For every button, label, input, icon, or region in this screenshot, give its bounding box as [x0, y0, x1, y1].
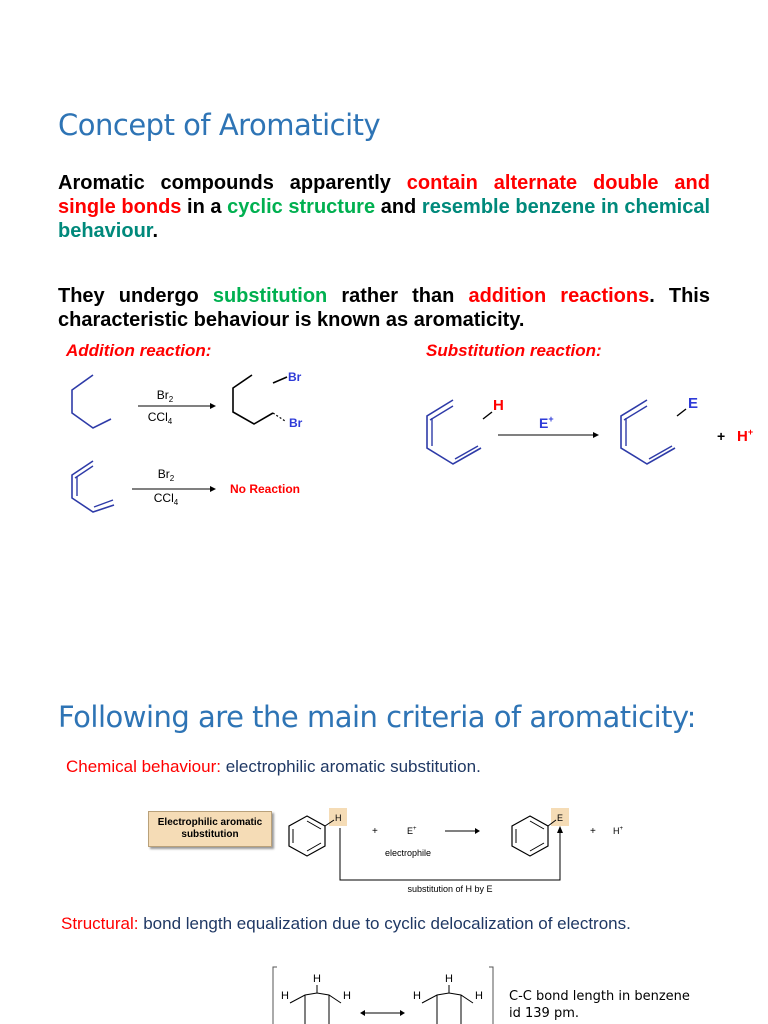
h-plus-label: H+	[737, 427, 754, 445]
resonance-diagram	[265, 965, 505, 1024]
criterion-label: Chemical behaviour:	[66, 757, 221, 776]
dibromide-product	[233, 375, 273, 424]
eas-box-label: Electrophilic aromatic substitution	[157, 817, 263, 840]
e-label: E	[557, 813, 564, 823]
h-label: H	[335, 813, 342, 823]
highlight-cyclic: cyclic structure	[227, 196, 376, 218]
plus-sign-1: +	[372, 826, 378, 837]
criterion-text: electrophilic aromatic substitution.	[220, 757, 481, 776]
text: and	[375, 196, 422, 218]
bullet-substitution	[58, 284, 710, 332]
text: rather than	[327, 285, 469, 307]
svg-text:H: H	[413, 990, 421, 1002]
text: . This characteristic behaviour is known as aromaticity.	[58, 285, 710, 331]
highlight-substitution: substitution	[212, 285, 328, 307]
br-label-bottom: Br	[289, 416, 303, 430]
plus-sign-2: +	[590, 826, 596, 837]
eas-diagram	[285, 798, 645, 898]
bond-length-note	[509, 988, 690, 1022]
highlight-benzene: resemble benzene in chemical behaviour	[58, 196, 710, 242]
svg-text:H: H	[475, 990, 483, 1002]
h-plus-label: H+	[613, 826, 624, 836]
solvent-ccl4: CCl$_4$	[147, 410, 173, 426]
criterion-text: bond length equalization due to cyclic delocalization of electrons.	[138, 914, 631, 933]
h-label: H	[493, 397, 504, 414]
criterion-structural	[58, 913, 710, 937]
e-label: E	[688, 395, 699, 412]
text: in a	[181, 196, 228, 218]
electrophile-label: electrophile	[385, 848, 432, 858]
addition-reaction-diagram	[60, 365, 320, 525]
criteria-title: Following are the main criteria of aromaticity:	[58, 700, 696, 734]
highlight-alternate-bonds: contain alternate double and single bonds	[58, 172, 710, 218]
highlight-addition: addition reactions	[468, 285, 650, 307]
cyclohexene-chain	[72, 375, 111, 428]
solvent-ccl4-2: CCl$_4$	[153, 491, 179, 507]
e-plus-label: E+	[407, 826, 417, 836]
benzene-ring	[72, 461, 114, 512]
substitution-caption: substitution of H by E	[407, 884, 493, 894]
substitution-reaction-diagram	[415, 390, 765, 475]
addition-reaction-label: Addition reaction:	[66, 341, 212, 360]
benzene-reactant	[427, 400, 481, 464]
text: They undergo	[58, 285, 213, 307]
br-label-top: Br	[288, 370, 302, 384]
bullet-aromatic-definition	[58, 171, 710, 243]
eas-box	[148, 811, 272, 847]
svg-text:H: H	[343, 990, 351, 1002]
substitution-reaction-label: Substitution reaction:	[426, 341, 602, 360]
reagent-br2: $Br_2$	[156, 388, 174, 404]
benzene-h	[289, 816, 325, 856]
svg-text:H: H	[281, 990, 289, 1002]
benzene-product	[621, 400, 675, 464]
plus-sign: +	[717, 428, 726, 444]
note-line: id 139 pm.	[509, 1006, 579, 1021]
electrophile-label: E+	[539, 414, 554, 431]
svg-text:H: H	[445, 973, 453, 985]
criterion-chemical-behaviour	[58, 756, 481, 778]
criterion-label: Structural:	[61, 914, 139, 933]
text: Aromatic compounds apparently	[58, 172, 407, 194]
reagent-br2-2: $Br_2$	[157, 467, 175, 483]
benzene-e	[512, 816, 548, 856]
text: .	[152, 220, 159, 242]
note-line: C-C bond length in benzene	[509, 989, 690, 1004]
svg-text:H: H	[313, 973, 321, 985]
slide-title: Concept of Aromaticity	[58, 108, 381, 142]
no-reaction-label: No Reaction	[230, 482, 301, 496]
